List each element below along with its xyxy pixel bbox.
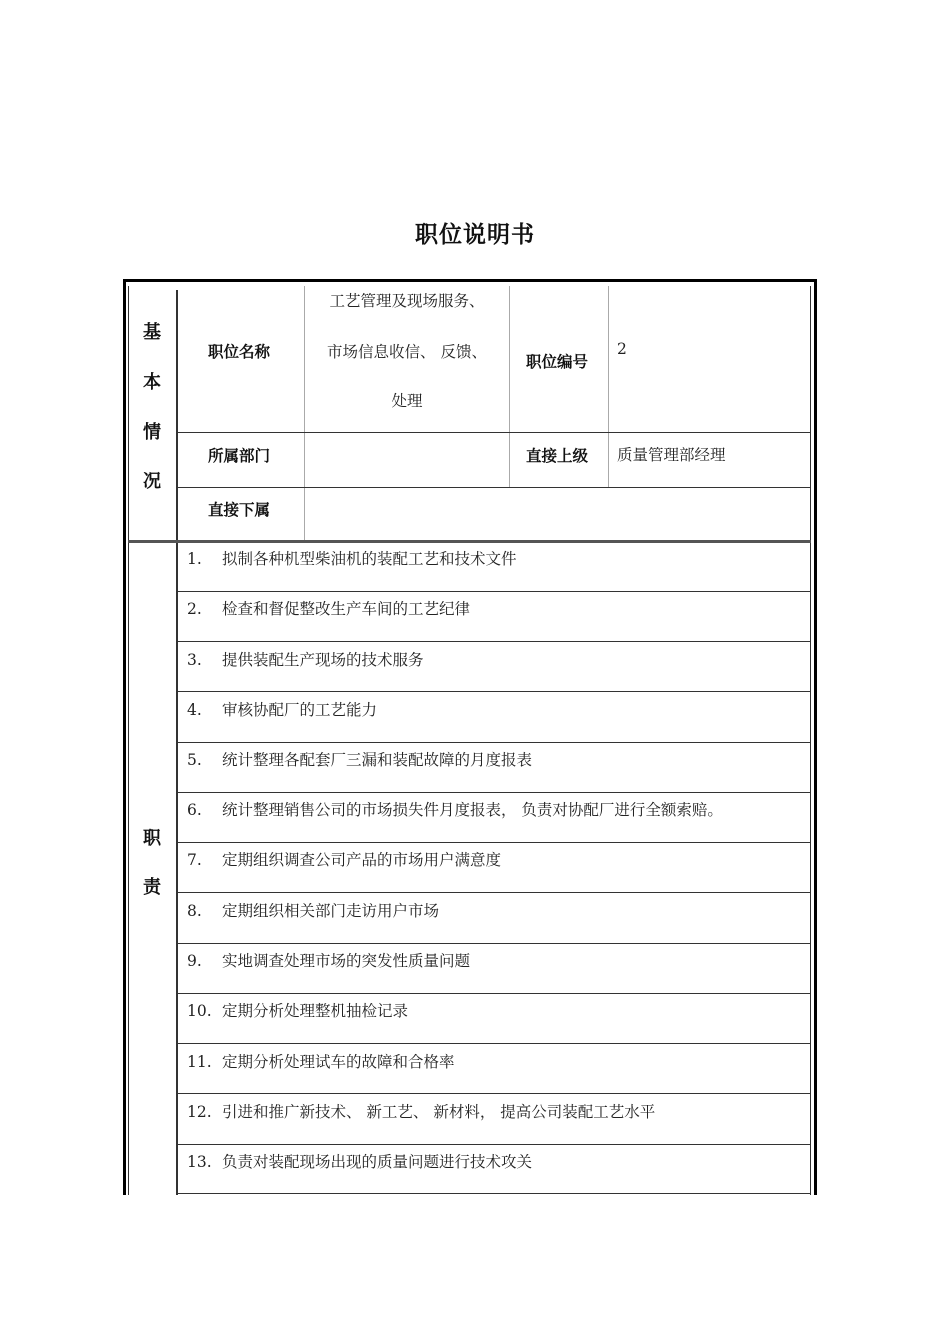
- table-left-border: [123, 279, 126, 1195]
- duty-item: [187, 547, 517, 569]
- duty-number: 12.: [187, 1103, 212, 1121]
- table-right-border: [814, 279, 817, 1195]
- superior-value: 质量管理部经理: [617, 446, 726, 464]
- duty-row-divider: [178, 1093, 810, 1094]
- duty-item: [187, 798, 723, 820]
- duty-item: [187, 899, 439, 921]
- duty-row-divider: [178, 892, 810, 893]
- duty-number: 2.: [187, 600, 202, 618]
- table-top-border: [123, 279, 817, 282]
- position-name-label: 职位名称: [208, 343, 271, 361]
- duty-item: [187, 698, 377, 720]
- duty-number: 8.: [187, 902, 202, 920]
- duty-number: 6.: [187, 801, 202, 819]
- duty-text: 检查和督促整改生产车间的工艺纪律: [222, 600, 471, 618]
- duty-text: 统计整理销售公司的市场损失件月度报表， 负责对协配厂进行全额索赔。: [222, 801, 723, 819]
- col-divider-1: [304, 286, 305, 487]
- duty-item: [187, 1050, 455, 1072]
- duty-text: 定期组织调查公司产品的市场用户满意度: [222, 851, 502, 869]
- duties-section-char: 职: [143, 828, 161, 849]
- duty-text: 定期组织相关部门走访用户市场: [222, 902, 440, 920]
- basic-section-char: 情: [143, 422, 161, 443]
- duty-number: 1.: [187, 550, 202, 568]
- duty-row-divider: [178, 993, 810, 994]
- duty-row-divider: [178, 742, 810, 743]
- document-title: 职位说明书: [415, 222, 535, 248]
- duty-item: [187, 848, 501, 870]
- subordinate-label: 直接下属: [208, 501, 271, 519]
- duty-item: [187, 949, 470, 971]
- duty-text: 实地调查处理市场的突发性质量问题: [222, 952, 471, 970]
- duty-item: [187, 1150, 532, 1172]
- duty-number: 11.: [187, 1053, 212, 1071]
- section-separator: [128, 540, 811, 543]
- duty-text: 提供装配生产现场的技术服务: [222, 651, 424, 669]
- table-right-inner-border: [810, 286, 811, 1195]
- duty-item: [187, 1100, 655, 1122]
- row-divider-1: [178, 432, 810, 433]
- col-divider-2: [509, 286, 510, 487]
- duty-text: 定期分析处理整机抽检记录: [222, 1002, 409, 1020]
- department-label: 所属部门: [208, 447, 271, 465]
- duty-row-divider: [178, 1144, 810, 1145]
- duty-number: 3.: [187, 651, 202, 669]
- duty-row-divider: [178, 691, 810, 692]
- duty-number: 4.: [187, 701, 202, 719]
- duty-number: 7.: [187, 851, 202, 869]
- duty-item: [187, 648, 424, 670]
- duty-item: [187, 597, 470, 619]
- superior-label: 直接上级: [526, 447, 589, 465]
- duty-item: [187, 999, 408, 1021]
- row-divider-2: [178, 487, 810, 488]
- duty-number: 9.: [187, 952, 202, 970]
- duty-number: 13.: [187, 1153, 212, 1171]
- col-divider-4: [304, 487, 305, 541]
- position-name-line: 处理: [391, 392, 423, 410]
- position-code-value: 2: [617, 340, 627, 358]
- duty-row-divider: [178, 943, 810, 944]
- basic-section-char: 本: [143, 372, 161, 393]
- duty-number: 5.: [187, 751, 202, 769]
- duty-text: 定期分析处理试车的故障和合格率: [222, 1053, 455, 1071]
- col-divider-3: [608, 286, 609, 487]
- duty-text: 引进和推广新技术、 新工艺、 新材料， 提高公司装配工艺水平: [222, 1103, 656, 1121]
- duty-text: 负责对装配现场出现的质量问题进行技术攻关: [222, 1153, 533, 1171]
- position-name-line: 工艺管理及现场服务、: [329, 292, 485, 310]
- duty-item: [187, 748, 532, 770]
- basic-section-char: 基: [143, 322, 161, 343]
- duty-number: 10.: [187, 1002, 212, 1020]
- duty-text: 统计整理各配套厂三漏和装配故障的月度报表: [222, 751, 533, 769]
- duty-row-divider: [178, 1193, 810, 1194]
- duty-row-divider: [178, 792, 810, 793]
- duty-row-divider: [178, 842, 810, 843]
- duty-row-divider: [178, 641, 810, 642]
- position-name-line: 市场信息收信、 反馈、: [327, 343, 487, 361]
- duty-text: 拟制各种机型柴油机的装配工艺和技术文件: [222, 550, 517, 568]
- duty-row-divider: [178, 1043, 810, 1044]
- duties-section-char: 责: [143, 877, 161, 898]
- duty-text: 审核协配厂的工艺能力: [222, 701, 378, 719]
- duty-row-divider: [178, 591, 810, 592]
- basic-section-char: 况: [143, 471, 161, 492]
- position-code-label: 职位编号: [526, 353, 589, 371]
